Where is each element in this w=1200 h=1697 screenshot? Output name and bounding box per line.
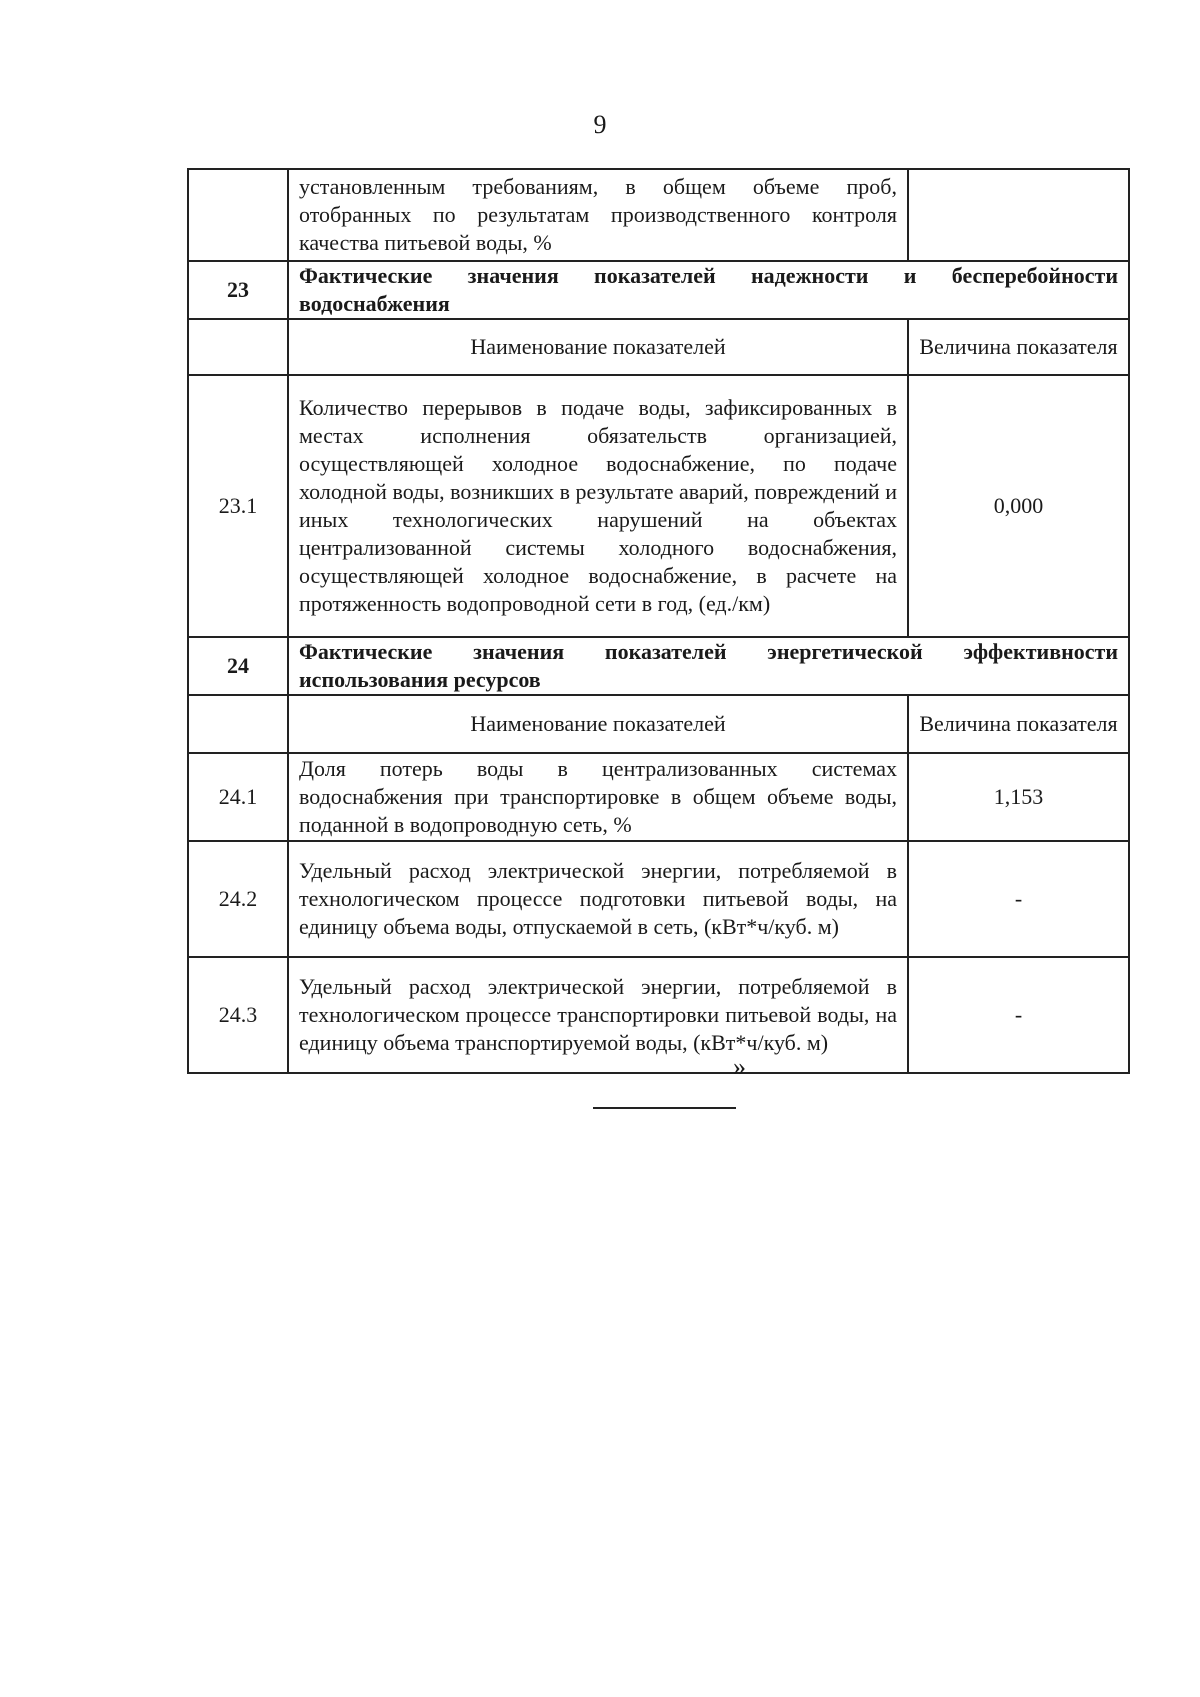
section-number: 23	[188, 261, 288, 319]
column-header-value: Величина показателя	[908, 319, 1129, 375]
row-number-cell	[188, 695, 288, 753]
indicator-text: Доля потерь воды в централизованных системах водоснабжения при транспортировке в общем объеме воды, поданной в водопроводную сеть, %	[288, 753, 908, 841]
column-header-value: Величина показателя	[908, 695, 1129, 753]
header-row-24	[188, 695, 1129, 753]
table-row-23-1	[188, 375, 1129, 637]
section-number: 24	[188, 637, 288, 695]
section-title: Фактические значения показателей надежности и бесперебойности водоснабжения	[288, 261, 1129, 319]
indicator-value: -	[908, 841, 1129, 957]
column-header-name: Наименование показателей	[288, 695, 908, 753]
table-row-24-3	[188, 957, 1129, 1073]
row-number: 23.1	[188, 375, 288, 637]
table-row-24-1	[188, 753, 1129, 841]
indicator-text: Количество перерывов в подаче воды, зафиксированных в местах исполнения обязательств организацией, осуществляющей холодное водоснабжение, по подаче холодной воды, возникших в результате аварий, повреждений и иных технологических нарушений на объектах централизованной системы холодного водоснабжения, осуществляющей холодное водоснабжение, в расчете на протяженность водопроводной сети в год, (ед./км)	[288, 375, 908, 637]
row-number-cell	[188, 319, 288, 375]
row-number-cell	[188, 169, 288, 261]
row-number: 24.2	[188, 841, 288, 957]
indicator-text: Удельный расход электрической энергии, потребляемой в технологическом процессе транспортировки питьевой воды, на единицу объема транспортируемой воды, (кВт*ч/куб. м)	[288, 957, 908, 1073]
section-row-23	[188, 261, 1129, 319]
page-number: 9	[593, 110, 607, 139]
row-number: 24.3	[188, 957, 288, 1073]
indicator-value: -	[908, 957, 1129, 1073]
indicator-text: установленным требованиям, в общем объеме проб, отобранных по результатам производственного контроля качества питьевой воды, %	[288, 169, 908, 261]
indicators-table	[187, 168, 1130, 1074]
end-rule	[593, 1107, 736, 1109]
closing-quote: »	[733, 1052, 746, 1081]
indicator-value	[908, 169, 1129, 261]
table-row-24-2	[188, 841, 1129, 957]
header-row-23	[188, 319, 1129, 375]
section-title: Фактические значения показателей энергетической эффективности использования ресурсов	[288, 637, 1129, 695]
section-row-24	[188, 637, 1129, 695]
indicator-value: 1,153	[908, 753, 1129, 841]
column-header-name: Наименование показателей	[288, 319, 908, 375]
indicator-value: 0,000	[908, 375, 1129, 637]
indicator-text: Удельный расход электрической энергии, потребляемой в технологическом процессе подготовки питьевой воды, на единицу объема воды, отпускаемой в сеть, (кВт*ч/куб. м)	[288, 841, 908, 957]
row-number: 24.1	[188, 753, 288, 841]
table-row-continuation	[188, 169, 1129, 261]
